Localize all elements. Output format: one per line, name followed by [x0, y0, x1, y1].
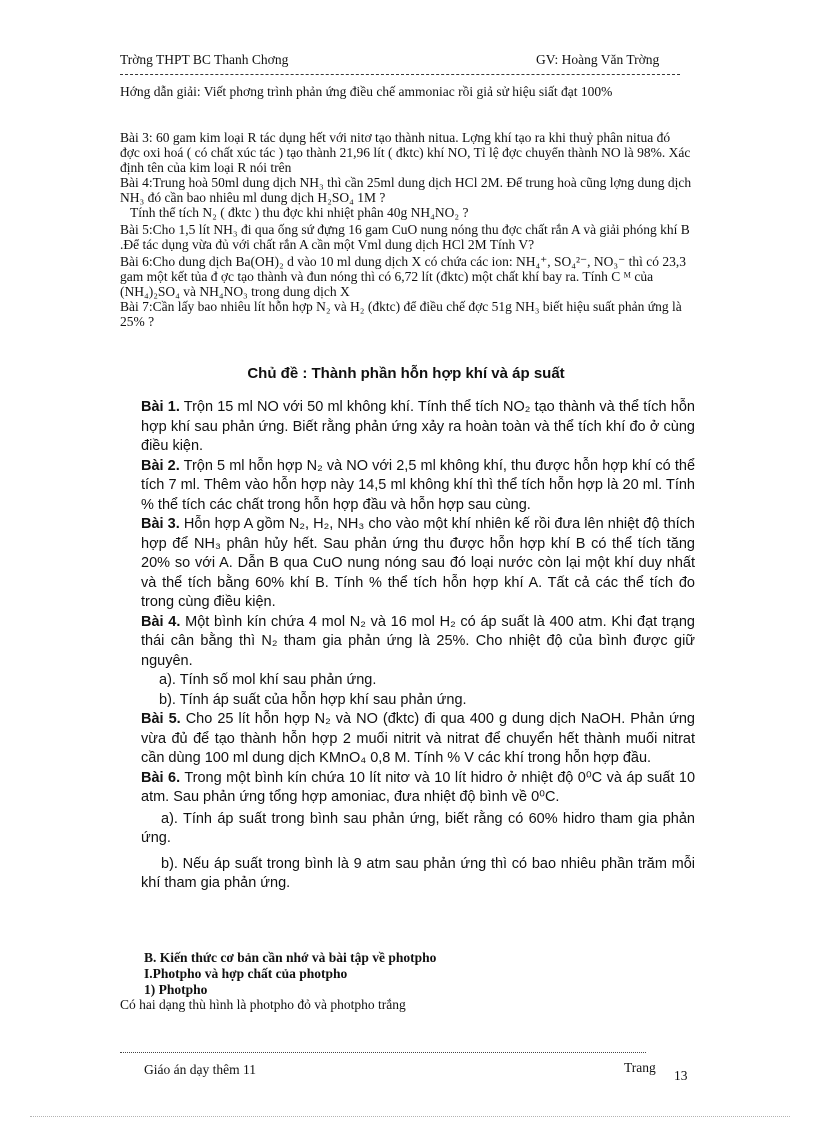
section-b-body: Có hai dạng thù hình là photpho đỏ và photpho trắng: [120, 997, 406, 1012]
problem-6: [141, 769, 695, 808]
problem-1: [141, 398, 695, 457]
problem-4b: b). Tính áp suất của hỗn hợp khí sau phản ứng.: [159, 691, 467, 708]
problem-2: [141, 457, 695, 516]
problem-3: [141, 515, 695, 613]
exercise-4: Bài 4:Trung hoà 50ml dung dịch NH₃ thì cần 25ml dung dịch HCl 2M. Để trung hoà cũng lợng dung dịch NH₃ đó cần bao nhiêu ml dung dịch H₂SO₄ 1M ?: [120, 175, 692, 205]
problem-list: [141, 398, 695, 894]
topic-title: Chủ đề : Thành phần hỗn hợp khí và áp suất: [247, 365, 565, 382]
solution-guide: Hớng dẫn giải: Viết phơng trình phản ứng điều chế ammoniac rồi giả sử hiệu siất đạt 100%: [120, 84, 613, 99]
page-bottom-border: [30, 1116, 790, 1117]
page-number: 13: [674, 1068, 688, 1083]
problem-5-label: Bài 5.: [141, 711, 181, 727]
problem-4: [141, 613, 695, 672]
header-left: Trờng THPT BC Thanh Chơng: [120, 52, 289, 67]
exercise-3: Bài 3: 60 gam kim loại R tác dụng hết với nitơ tạo thành nitua. Lợng khí tạo ra khi thuỷ phân nitua đó đợc oxi hoá ( có chất xúc tác ) tạo thành 21,96 lít ( đktc) khí NO, Tỉ lệ đợc chuyển thành NO là 98%. Xác định tên của kim loại R nói trên: [120, 130, 691, 175]
problem-1-label: Bài 1.: [141, 399, 180, 415]
header-right: GV: Hoàng Văn Trờng: [536, 52, 660, 67]
section-b-title: B. Kiến thức cơ bản cần nhớ và bài tập về photpho: [144, 950, 437, 965]
footer-left: Giáo án dạy thêm 11: [144, 1062, 256, 1077]
problem-2-label: Bài 2.: [141, 457, 180, 474]
problem-3-label: Bài 3.: [141, 516, 180, 532]
exercise-7: Bài 7:Cần lấy bao nhiêu lít hỗn hợp N₂ và H₂ (đktc) để điều chế đợc 51g NH₃ biết hiệu suất phản ứng là 25% ?: [120, 299, 682, 329]
section-b-heading: 1) Photpho: [144, 982, 208, 997]
header-divider: [120, 74, 680, 75]
exercise-4-sub: Tính thể tích N₂ ( đktc ) thu đợc khi nhiệt phân 40g NH₄NO₂ ?: [130, 205, 469, 220]
problem-3-text: Hỗn hợp A gồm N₂, H₂, NH₃ cho vào một khí nhiên kế rồi đưa lên nhiệt độ thích hợp để NH₃ phân hủy hết. Sau phản ứng thu được hỗn hợp khí B có thể tích tăng 20% so với A. Dẫn B qua CuO nung nóng sau đó loại nước còn lại một khí duy nhất và thể tích bằng 60% khí B. Tính % thể tích hỗn hợp khí A. Tất cả các thể tích đo trong cùng điều kiện.: [141, 516, 695, 610]
problem-5: [141, 710, 695, 769]
problem-6-label: Bài 6.: [141, 769, 181, 786]
problem-6-text: Trong một bình kín chứa 10 lít nitơ và 10 lít hidro ở nhiệt độ 0⁰C và áp suất 10 atm. Sau phản ứng tổng hợp amoniac, đưa nhiệt độ bình về 0⁰C.: [141, 769, 696, 805]
section-b-subtitle: I.Photpho và hợp chất của photpho: [144, 966, 348, 981]
footer-right: Trang: [624, 1060, 656, 1075]
footer-divider: [120, 1052, 646, 1053]
problem-2-text: Trộn 5 ml hỗn hợp N₂ và NO với 2,5 ml không khí, thu được hỗn hợp khí có thể tích 7 ml. Thêm vào hỗn hợp này 14,5 ml không khí thì thể tích hỗn hợp là 20 ml. Tính % thể tích các chất trong hỗn hợp đầu và hỗn hợp sau cùng.: [141, 457, 696, 513]
exercise-6: Bài 6:Cho dung dịch Ba(OH)₂ d vào 10 ml dung dịch X có chứa các ion: NH₄⁺, SO₄²⁻, NO₃⁻ thì có 23,3 gam một kết tủa đ ợc tạo thành và đun nóng thì có 6,72 lít (đktc) một chất khí bay ra. Tính C ᴹ của (NH₄)₂SO₄ và NH₄NO₃ trong dung dịch X: [120, 254, 686, 299]
problem-4-text: Một bình kín chứa 4 mol N₂ và 16 mol H₂ có áp suất là 400 atm. Khi đạt trạng thái cân bằng thì N₂ tham gia phản ứng là 25%. Cho nhiệt độ của bình được giữ nguyên.: [141, 613, 695, 669]
problem-6a: a). Tính áp suất trong bình sau phản ứng, biết rằng có 60% hidro tham gia phản ứng.: [141, 810, 695, 846]
problem-1-text: Trộn 15 ml NO với 50 ml không khí. Tính thể tích NO₂ tạo thành và thể tích hỗn hợp khí sau phản ứng. Biết rằng phản ứng xảy ra hoàn toàn và thể tích khí đo ở cùng điều kiện.: [141, 399, 695, 454]
problem-4-label: Bài 4.: [141, 613, 181, 630]
problem-6b: b). Nếu áp suất trong bình là 9 atm sau phản ứng thì có bao nhiêu phần trăm mỗi khí tham gia phản ứng.: [141, 855, 695, 891]
problem-5-text: Cho 25 lít hỗn hợp N₂ và NO (đktc) đi qua 400 g dung dịch NaOH. Phản ứng vừa đủ để tạo thành hỗn hợp 2 muối nitrit và nitrat để chuyển hết thành muối nitrat cần dùng 100 ml dung dịch KMnO₄ 0,8 M. Tính % V các khí trong hỗn hợp đầu.: [141, 711, 695, 766]
exercise-list: [120, 130, 692, 329]
problem-4a: a). Tính số mol khí sau phản ứng.: [159, 672, 377, 688]
exercise-5: Bài 5:Cho 1,5 lít NH₃ đi qua ống sứ đựng 16 gam CuO nung nóng thu đợc chất rắn A và giải phóng khí B .Để tác dụng vừa đủ với chất rắn A cần một Vml dung dịch HCl 2M Tính V?: [120, 222, 690, 252]
